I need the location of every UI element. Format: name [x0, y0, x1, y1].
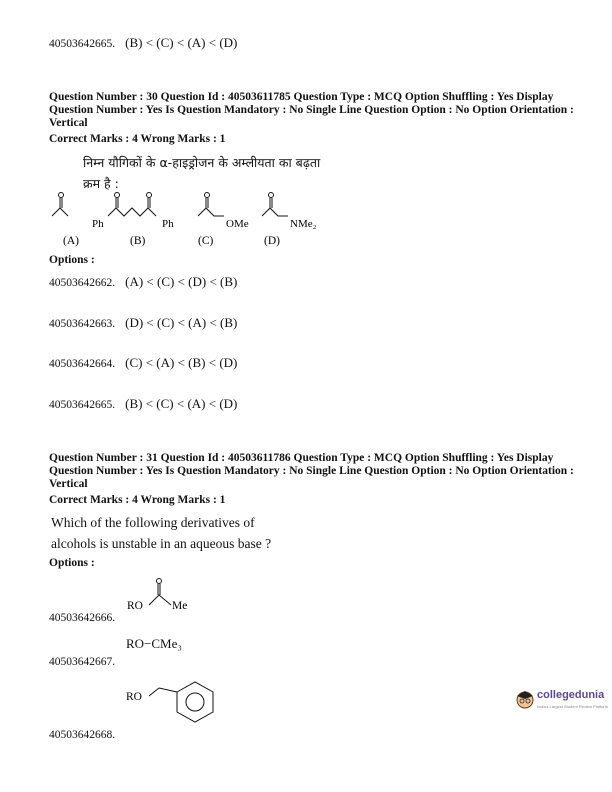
q30-question-line2: क्रम है : — [83, 176, 119, 191]
structure-d-ome: OMe — [226, 218, 249, 230]
logo-tagline: India's Largest Student Review Platform — [537, 704, 609, 709]
option-id: 40503642664. — [49, 358, 116, 370]
q31-marks: Correct Marks : 4 Wrong Marks : 1 — [49, 494, 226, 506]
q31-option-3[interactable] — [49, 725, 115, 743]
option-text: (A) < (C) < (D) < (B) — [125, 274, 238, 289]
structure-e-nme2: NMe₂ — [290, 218, 317, 230]
option-id: 40503642665. — [49, 399, 116, 411]
option-text: (B) < (C) < (A) < (D) — [125, 35, 238, 50]
structure-d — [262, 193, 288, 217]
q31-question-line1: Which of the following derivatives of — [51, 515, 255, 530]
structure-a — [52, 193, 68, 217]
benzene-ring — [149, 682, 213, 722]
option-id: 40503642663. — [49, 318, 116, 330]
option-text: (C) < (A) < (B) < (D) — [125, 355, 238, 370]
label-d: (D) — [264, 235, 280, 247]
label-c: (C) — [198, 235, 214, 247]
ro-label: RO — [127, 600, 143, 612]
q30-options-label: Options : — [49, 254, 95, 266]
me-label: Me — [172, 600, 188, 612]
q31-option-2-formula: RO−CMe₃ — [126, 636, 182, 651]
q31-option-3-structure — [123, 678, 243, 738]
q31-option-1-structure — [125, 575, 195, 617]
q30-question-line1: निम्न यौगिकों के α-हाइड्रोजन के अम्लीयता का बढ़ता — [83, 155, 321, 170]
option-text: (B) < (C) < (A) < (D) — [125, 396, 238, 411]
option-text: (D) < (C) < (A) < (B) — [125, 315, 238, 330]
q30-marks: Correct Marks : 4 Wrong Marks : 1 — [49, 133, 226, 145]
q31-option-2[interactable] — [49, 652, 115, 670]
structure-b-ph: Ph — [92, 218, 104, 230]
label-a: (A) — [63, 235, 79, 247]
label-b: (B) — [130, 235, 146, 247]
q31-options-label: Options : — [49, 557, 95, 569]
option-id: 40503642665. — [49, 38, 116, 50]
q30-option-4[interactable] — [49, 395, 237, 413]
structure-c-ph: Ph — [162, 218, 174, 230]
option-id: 40503642662. — [49, 277, 116, 289]
ro-label: RO — [126, 691, 142, 703]
q31-option-1[interactable] — [49, 608, 115, 626]
q30-option-2[interactable] — [49, 314, 237, 332]
option-id: 40503642666. — [49, 612, 116, 624]
q30-header: Question Number : 30 Question Id : 40503611785 Question Type : MCQ Option Shuffling : Yes Display Question Number : Yes Is Question Mandatory : No Single Line Question Option : No Option Orientation : Vertical — [49, 91, 574, 129]
prev-option-row — [49, 34, 237, 52]
q30-option-1[interactable] — [49, 273, 237, 291]
q30-structures — [40, 192, 370, 252]
q31-header: Question Number : 31 Question Id : 40503611786 Question Type : MCQ Option Shuffling : Yes Display Question Number : Yes Is Question Mandatory : No Single Line Question Option : No Option Orientation : Vertical — [49, 452, 574, 490]
structure-b — [108, 193, 156, 217]
option-id: 40503642668. — [49, 729, 116, 741]
q31-question-line2: alcohols is unstable in an aqueous base ? — [51, 536, 272, 551]
option-id: 40503642667. — [49, 656, 116, 668]
q30-option-3[interactable] — [49, 354, 237, 372]
logo-mascot-icon — [514, 688, 536, 710]
collegedunia-logo[interactable] — [514, 686, 609, 716]
logo-brand: collegedunia — [537, 689, 605, 701]
structure-c — [198, 193, 224, 217]
